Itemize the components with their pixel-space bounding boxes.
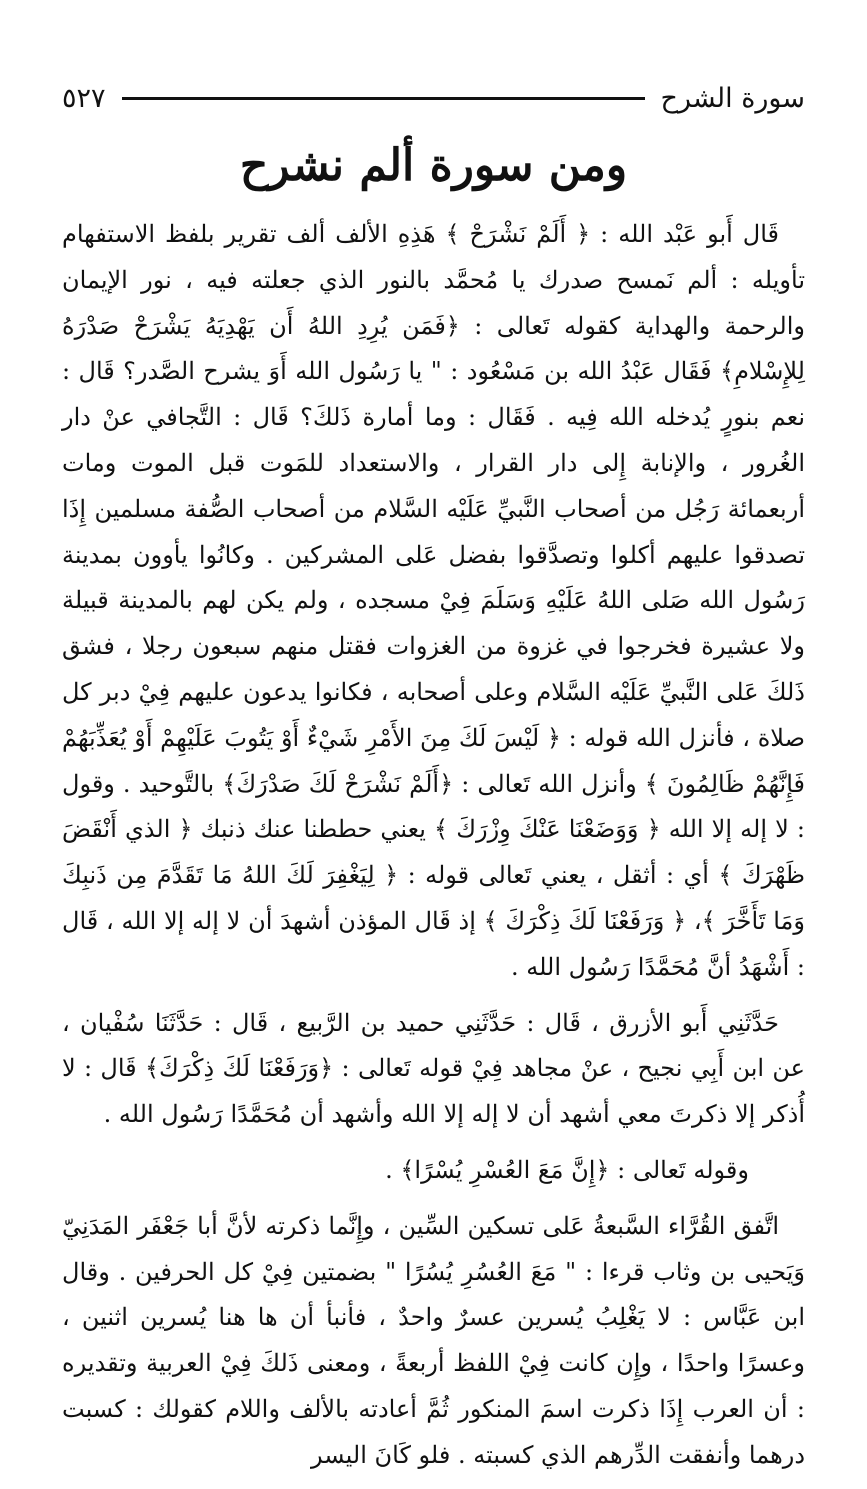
running-header: [62, 80, 805, 116]
page-body: [62, 212, 805, 1489]
chapter-title: ومن سورة ألم نشرح: [239, 140, 628, 191]
paragraph-2: حَدَّثَنِي أَبو الأزرق ، قَال : حَدَّثَنِي حميد بن الرَّبيع ، قَال : حَدَّثَنَا سُفْيان ، عن ابن أَبِي نجيح ، عنْ مجاهد فِيْ قوله تَعالى : ﴿وَرَفَعْنَا لَكَ ذِكْرَكَ﴾ قَال : لا أُذكر إلا ذكرتَ معي أشهد أن لا إله إلا الله وأشهد أن مُحَمَّدًا رَسُول الله .: [62, 1008, 805, 1129]
paragraph-3: وقوله تَعالى : ﴿إِنَّ مَعَ العُسْرِ يُسْرًا﴾ .: [385, 1155, 749, 1184]
paragraph-1: قَال أَبو عَبْد الله : ﴿ أَلَمْ نَشْرَحْ ﴾ هَذِهِ الألف ألف تقرير بلفظ الاستفهام تأويله : ألم نَمسح صدرك يا مُحمَّد بالنور الذي جعلته فيه ، نور الإيمان والرحمة والهداية كقوله تَعالى : ﴿فَمَن يُرِدِ اللهُ أَن يَهْدِيَهُ يَشْرَحْ صَدْرَهُ لِلإِسْلامِ﴾ فَقَال عَبْدُ الله بن مَسْعُود : " يا رَسُول الله أَوَ يشرح الصَّدر؟ قَال : نعم بنورٍ يُدخله الله فِيه . فَقَال : وما أمارة ذَلكَ؟ قَال : التَّجافي عنْ دار الغُرور ، والإنابة إِلى دار القرار ، والاستعداد للمَوت قبل الموت ومات أربعمائة رَجُل من أصحاب النَّبيِّ عَلَيْه السَّلام من أصحاب الصُّفة مسلمين إِذَا تصدقوا عليهم أكلوا وتصدَّقوا بفضل عَلى المشركين . وكانُوا يأوون بمدينة رَسُول الله صَلى اللهُ عَلَيْهِ وَسَلَمَ فِيْ مسجده ، ولم يكن لهم بالمدينة قبيلة ولا عشيرة فخرجوا في غزوة من الغزوات فقتل منهم سبعون رجلا ، فشق ذَلكَ عَلى النَّبيِّ عَلَيْه السَّلام وعلى أصحابه ، فكانوا يدعون عليهم فِيْ دبر كل صلاة ، فأنزل الله قوله : ﴿ لَيْسَ لَكَ مِنَ الأَمْرِ شَيْءٌ أَوْ يَتُوبَ عَلَيْهِمْ أَوْ يُعَذِّبَهُمْ فَإِنَّهُمْ ظَالِمُونَ ﴾ وأنزل الله تَعالى : ﴿أَلَمْ نَشْرَحْ لَكَ صَدْرَكَ﴾ بالتَّوحيد . وقول : لا إله إلا الله ﴿ وَوَضَعْنَا عَنْكَ وِزْرَكَ ﴾ يعني حططنا عنك ذنبك ﴿ الذي أَنْقَضَ ظَهْرَكَ ﴾ أي : أثقل ، يعني تَعالى قوله : ﴿ لِيَغْفِرَ لَكَ اللهُ مَا تَقَدَّمَ مِن ذَنبِكَ وَمَا تَأَخَّرَ ﴾، ﴿ وَرَفَعْنَا لَكَ ذِكْرَكَ ﴾ إذ قَال المؤذن أشهدَ أن لا إله إلا الله ، قَال : أَشْهَدُ أنَّ مُحَمَّدًا رَسُول الله .: [62, 220, 806, 981]
page-number: ٥٢٧: [62, 82, 106, 114]
paragraph-4: اتَّفق القُرَّاء السَّبعةُ عَلى تسكين السِّين ، وإِنَّما ذكرته لأنَّ أبا جَعْفَر المَدَنِيّ وَيَحيى بن وثاب قرءا : " مَعَ العُسُرِ يُسُرًا " بضمتين فِيْ كل الحرفين . وقال ابن عَبَّاس : لا يَغْلِبُ يُسرين عسرٌ واحدٌ ، فأنبأ أن ها هنا يُسرين اثنين ، وعسرًا واحدًا ، وإِن كانت فِيْ اللفظ أربعةً ، ومعنى ذَلكَ فِيْ العربية وتقديره : أن العرب إِذَا ذكرت اسمَ المنكور ثُمَّ أعادته بالألف واللام كقولك : كسبت درهما وأنفقت الدِّرهم الذي كسبته . فلو كَانَ اليسر: [62, 1211, 805, 1469]
header-rule: [122, 97, 645, 100]
surah-name: سورة الشرح: [660, 82, 805, 114]
